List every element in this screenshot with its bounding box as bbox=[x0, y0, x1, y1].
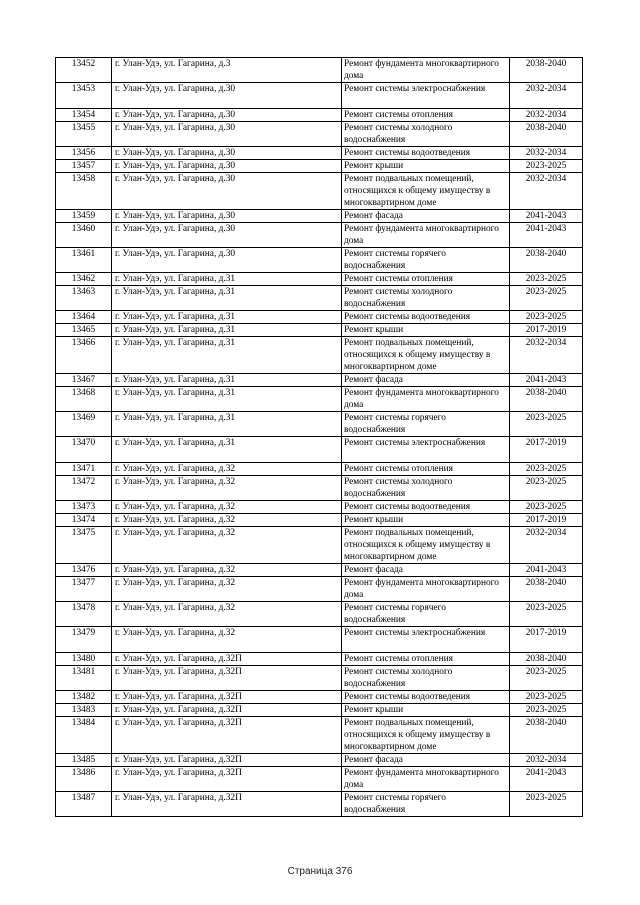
row-number: 13455 bbox=[56, 122, 112, 147]
row-address: г. Улан-Удэ, ул. Гагарина, д.32П bbox=[112, 704, 342, 717]
row-number: 13470 bbox=[56, 437, 112, 463]
table-row bbox=[56, 387, 583, 412]
row-number: 13468 bbox=[56, 387, 112, 412]
row-period: 2032-2034 bbox=[510, 527, 583, 564]
row-work-type: Ремонт системы водоотведения bbox=[342, 501, 510, 514]
row-period: 2032-2034 bbox=[510, 754, 583, 767]
row-address: г. Улан-Удэ, ул. Гагарина, д.31 bbox=[112, 286, 342, 311]
table-row bbox=[56, 337, 583, 374]
row-number: 13478 bbox=[56, 602, 112, 627]
row-period: 2038-2040 bbox=[510, 248, 583, 273]
row-number: 13464 bbox=[56, 311, 112, 324]
row-address: г. Улан-Удэ, ул. Гагарина, д.32П bbox=[112, 653, 342, 666]
row-period: 2023-2025 bbox=[510, 691, 583, 704]
row-address: г. Улан-Удэ, ул. Гагарина, д.3 bbox=[112, 58, 342, 83]
row-number: 13469 bbox=[56, 412, 112, 437]
table-row bbox=[56, 767, 583, 792]
row-number: 13459 bbox=[56, 210, 112, 223]
row-address: г. Улан-Удэ, ул. Гагарина, д.32П bbox=[112, 792, 342, 817]
row-number: 13484 bbox=[56, 717, 112, 754]
row-period: 2017-2019 bbox=[510, 514, 583, 527]
row-number: 13466 bbox=[56, 337, 112, 374]
row-number: 13476 bbox=[56, 564, 112, 577]
table-row bbox=[56, 564, 583, 577]
row-period: 2023-2025 bbox=[510, 311, 583, 324]
row-work-type: Ремонт системы холодного водоснабжения bbox=[342, 286, 510, 311]
table-row bbox=[56, 792, 583, 817]
table-row bbox=[56, 602, 583, 627]
row-period: 2023-2025 bbox=[510, 412, 583, 437]
row-period: 2023-2025 bbox=[510, 666, 583, 691]
row-period: 2038-2040 bbox=[510, 58, 583, 83]
row-number: 13460 bbox=[56, 223, 112, 248]
row-work-type: Ремонт системы холодного водоснабжения bbox=[342, 666, 510, 691]
row-work-type: Ремонт крыши bbox=[342, 514, 510, 527]
table-row bbox=[56, 311, 583, 324]
row-period: 2032-2034 bbox=[510, 83, 583, 109]
row-work-type: Ремонт фасада bbox=[342, 210, 510, 223]
row-number: 13454 bbox=[56, 109, 112, 122]
table-row bbox=[56, 273, 583, 286]
row-work-type: Ремонт крыши bbox=[342, 704, 510, 717]
table-row bbox=[56, 501, 583, 514]
table-row bbox=[56, 437, 583, 463]
row-number: 13483 bbox=[56, 704, 112, 717]
table-row bbox=[56, 666, 583, 691]
row-address: г. Улан-Удэ, ул. Гагарина, д.30 bbox=[112, 223, 342, 248]
row-number: 13473 bbox=[56, 501, 112, 514]
row-work-type: Ремонт крыши bbox=[342, 160, 510, 173]
row-address: г. Улан-Удэ, ул. Гагарина, д.31 bbox=[112, 412, 342, 437]
row-period: 2041-2043 bbox=[510, 374, 583, 387]
row-address: г. Улан-Удэ, ул. Гагарина, д.31 bbox=[112, 324, 342, 337]
works-table-body bbox=[56, 58, 583, 817]
row-work-type: Ремонт системы отопления bbox=[342, 653, 510, 666]
row-work-type: Ремонт системы горячего водоснабжения bbox=[342, 602, 510, 627]
row-work-type: Ремонт системы горячего водоснабжения bbox=[342, 248, 510, 273]
row-address: г. Улан-Удэ, ул. Гагарина, д.32 bbox=[112, 627, 342, 653]
row-address: г. Улан-Удэ, ул. Гагарина, д.32П bbox=[112, 767, 342, 792]
row-number: 13453 bbox=[56, 83, 112, 109]
row-address: г. Улан-Удэ, ул. Гагарина, д.31 bbox=[112, 387, 342, 412]
row-period: 2023-2025 bbox=[510, 792, 583, 817]
row-address: г. Улан-Удэ, ул. Гагарина, д.32П bbox=[112, 666, 342, 691]
row-number: 13477 bbox=[56, 577, 112, 602]
row-number: 13482 bbox=[56, 691, 112, 704]
row-address: г. Улан-Удэ, ул. Гагарина, д.32 bbox=[112, 514, 342, 527]
row-period: 2041-2043 bbox=[510, 223, 583, 248]
row-period: 2023-2025 bbox=[510, 463, 583, 476]
row-address: г. Улан-Удэ, ул. Гагарина, д.32 bbox=[112, 577, 342, 602]
row-address: г. Улан-Удэ, ул. Гагарина, д.30 bbox=[112, 173, 342, 210]
row-number: 13474 bbox=[56, 514, 112, 527]
row-number: 13481 bbox=[56, 666, 112, 691]
table-row bbox=[56, 147, 583, 160]
table-row bbox=[56, 58, 583, 83]
row-work-type: Ремонт системы водоотведения bbox=[342, 147, 510, 160]
row-address: г. Улан-Удэ, ул. Гагарина, д.32 bbox=[112, 476, 342, 501]
row-address: г. Улан-Удэ, ул. Гагарина, д.30 bbox=[112, 210, 342, 223]
row-number: 13457 bbox=[56, 160, 112, 173]
row-period: 2023-2025 bbox=[510, 286, 583, 311]
row-number: 13462 bbox=[56, 273, 112, 286]
row-work-type: Ремонт системы электроснабжения bbox=[342, 83, 510, 109]
page-number: Страница 376 bbox=[287, 866, 353, 877]
row-work-type: Ремонт системы отопления bbox=[342, 463, 510, 476]
row-address: г. Улан-Удэ, ул. Гагарина, д.31 bbox=[112, 337, 342, 374]
table-row bbox=[56, 577, 583, 602]
table-row bbox=[56, 754, 583, 767]
row-number: 13471 bbox=[56, 463, 112, 476]
row-period: 2023-2025 bbox=[510, 273, 583, 286]
row-period: 2038-2040 bbox=[510, 577, 583, 602]
table-row bbox=[56, 248, 583, 273]
table-row bbox=[56, 109, 583, 122]
row-address: г. Улан-Удэ, ул. Гагарина, д.31 bbox=[112, 374, 342, 387]
works-table bbox=[55, 57, 583, 817]
row-period: 2038-2040 bbox=[510, 717, 583, 754]
table-row bbox=[56, 286, 583, 311]
row-address: г. Улан-Удэ, ул. Гагарина, д.32 bbox=[112, 463, 342, 476]
row-address: г. Улан-Удэ, ул. Гагарина, д.32 bbox=[112, 564, 342, 577]
table-row bbox=[56, 223, 583, 248]
row-work-type: Ремонт подвальных помещений, относящихся к общему имуществу в многоквартирном доме bbox=[342, 173, 510, 210]
row-work-type: Ремонт фундамента многоквартирного дома bbox=[342, 58, 510, 83]
row-period: 2041-2043 bbox=[510, 767, 583, 792]
row-period: 2032-2034 bbox=[510, 147, 583, 160]
row-number: 13452 bbox=[56, 58, 112, 83]
row-address: г. Улан-Удэ, ул. Гагарина, д.31 bbox=[112, 437, 342, 463]
table-row bbox=[56, 704, 583, 717]
row-period: 2038-2040 bbox=[510, 122, 583, 147]
row-number: 13485 bbox=[56, 754, 112, 767]
row-address: г. Улан-Удэ, ул. Гагарина, д.32П bbox=[112, 691, 342, 704]
row-work-type: Ремонт системы водоотведения bbox=[342, 691, 510, 704]
row-period: 2032-2034 bbox=[510, 109, 583, 122]
row-number: 13486 bbox=[56, 767, 112, 792]
row-number: 13475 bbox=[56, 527, 112, 564]
row-work-type: Ремонт фасада bbox=[342, 754, 510, 767]
table-row bbox=[56, 122, 583, 147]
row-period: 2038-2040 bbox=[510, 387, 583, 412]
row-address: г. Улан-Удэ, ул. Гагарина, д.32 bbox=[112, 527, 342, 564]
table-row bbox=[56, 717, 583, 754]
row-address: г. Улан-Удэ, ул. Гагарина, д.32П bbox=[112, 717, 342, 754]
table-row bbox=[56, 160, 583, 173]
row-period: 2041-2043 bbox=[510, 564, 583, 577]
row-period: 2032-2034 bbox=[510, 173, 583, 210]
row-period: 2023-2025 bbox=[510, 704, 583, 717]
row-number: 13463 bbox=[56, 286, 112, 311]
row-work-type: Ремонт системы горячего водоснабжения bbox=[342, 412, 510, 437]
row-number: 13472 bbox=[56, 476, 112, 501]
row-address: г. Улан-Удэ, ул. Гагарина, д.32 bbox=[112, 501, 342, 514]
row-work-type: Ремонт фундамента многоквартирного дома bbox=[342, 767, 510, 792]
row-period: 2023-2025 bbox=[510, 476, 583, 501]
table-row bbox=[56, 653, 583, 666]
row-work-type: Ремонт подвальных помещений, относящихся к общему имуществу в многоквартирном доме bbox=[342, 527, 510, 564]
row-number: 13467 bbox=[56, 374, 112, 387]
row-period: 2017-2019 bbox=[510, 627, 583, 653]
row-work-type: Ремонт подвальных помещений, относящихся к общему имуществу в многоквартирном доме bbox=[342, 337, 510, 374]
row-period: 2023-2025 bbox=[510, 160, 583, 173]
row-number: 13480 bbox=[56, 653, 112, 666]
table-row bbox=[56, 691, 583, 704]
table-row bbox=[56, 324, 583, 337]
row-address: г. Улан-Удэ, ул. Гагарина, д.32П bbox=[112, 754, 342, 767]
table-row bbox=[56, 476, 583, 501]
row-period: 2017-2019 bbox=[510, 437, 583, 463]
table-row bbox=[56, 210, 583, 223]
table-row bbox=[56, 514, 583, 527]
row-address: г. Улан-Удэ, ул. Гагарина, д.30 bbox=[112, 147, 342, 160]
row-work-type: Ремонт фундамента многоквартирного дома bbox=[342, 577, 510, 602]
table-row bbox=[56, 374, 583, 387]
row-address: г. Улан-Удэ, ул. Гагарина, д.31 bbox=[112, 273, 342, 286]
row-number: 13458 bbox=[56, 173, 112, 210]
row-work-type: Ремонт крыши bbox=[342, 324, 510, 337]
row-address: г. Улан-Удэ, ул. Гагарина, д.30 bbox=[112, 248, 342, 273]
row-number: 13456 bbox=[56, 147, 112, 160]
row-period: 2032-2034 bbox=[510, 337, 583, 374]
table-row bbox=[56, 83, 583, 109]
table-row bbox=[56, 173, 583, 210]
table-row bbox=[56, 463, 583, 476]
row-number: 13479 bbox=[56, 627, 112, 653]
row-work-type: Ремонт системы электроснабжения bbox=[342, 437, 510, 463]
row-period: 2038-2040 bbox=[510, 653, 583, 666]
row-address: г. Улан-Удэ, ул. Гагарина, д.31 bbox=[112, 311, 342, 324]
row-address: г. Улан-Удэ, ул. Гагарина, д.30 bbox=[112, 160, 342, 173]
row-period: 2041-2043 bbox=[510, 210, 583, 223]
row-work-type: Ремонт системы водоотведения bbox=[342, 311, 510, 324]
row-work-type: Ремонт подвальных помещений, относящихся к общему имуществу в многоквартирном доме bbox=[342, 717, 510, 754]
row-address: г. Улан-Удэ, ул. Гагарина, д.30 bbox=[112, 83, 342, 109]
row-work-type: Ремонт фасада bbox=[342, 564, 510, 577]
row-work-type: Ремонт системы горячего водоснабжения bbox=[342, 792, 510, 817]
table-row bbox=[56, 412, 583, 437]
table-row bbox=[56, 627, 583, 653]
row-work-type: Ремонт системы отопления bbox=[342, 273, 510, 286]
row-number: 13461 bbox=[56, 248, 112, 273]
row-work-type: Ремонт фасада bbox=[342, 374, 510, 387]
row-work-type: Ремонт системы электроснабжения bbox=[342, 627, 510, 653]
row-number: 13487 bbox=[56, 792, 112, 817]
row-work-type: Ремонт системы холодного водоснабжения bbox=[342, 122, 510, 147]
row-work-type: Ремонт системы холодного водоснабжения bbox=[342, 476, 510, 501]
table-row bbox=[56, 527, 583, 564]
row-work-type: Ремонт системы отопления bbox=[342, 109, 510, 122]
row-period: 2017-2019 bbox=[510, 324, 583, 337]
row-work-type: Ремонт фундамента многоквартирного дома bbox=[342, 387, 510, 412]
row-address: г. Улан-Удэ, ул. Гагарина, д.30 bbox=[112, 122, 342, 147]
row-period: 2023-2025 bbox=[510, 501, 583, 514]
row-work-type: Ремонт фундамента многоквартирного дома bbox=[342, 223, 510, 248]
row-period: 2023-2025 bbox=[510, 602, 583, 627]
row-address: г. Улан-Удэ, ул. Гагарина, д.30 bbox=[112, 109, 342, 122]
row-address: г. Улан-Удэ, ул. Гагарина, д.32 bbox=[112, 602, 342, 627]
row-number: 13465 bbox=[56, 324, 112, 337]
